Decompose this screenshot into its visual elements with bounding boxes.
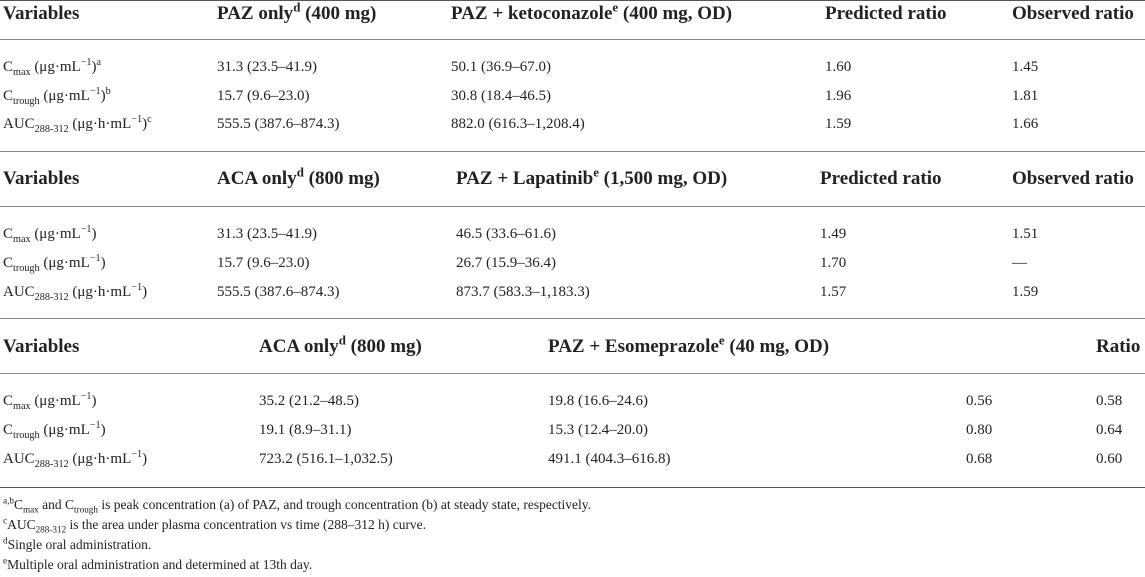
footnote-e: $^e$Multiple oral administration and determined at 13th day. bbox=[3, 555, 313, 572]
table-row-label: $AUC_{288-312}$ $(\mu g\cdot h\cdot mL^{-1})^c$ bbox=[3, 114, 152, 135]
table-cell: 1.81 bbox=[1012, 88, 1039, 104]
table-cell: 19.8 (16.6–24.6) bbox=[548, 393, 648, 409]
header-col1: ACA only$^d$ (800 mg) bbox=[259, 332, 422, 357]
header-col4: Ratio bbox=[1096, 336, 1141, 357]
table-cell: — bbox=[1012, 255, 1027, 271]
table-cell: 1.60 bbox=[825, 59, 852, 75]
table-cell: 0.80 bbox=[966, 422, 993, 438]
header-col4: Observed ratio bbox=[1012, 168, 1134, 189]
header-col2: PAZ + ketoconazole$^e$ (400 mg, OD) bbox=[451, 0, 733, 24]
table-cell: 0.60 bbox=[1096, 451, 1123, 467]
table-row-label: $AUC_{288-312}$ $(\mu g\cdot h\cdot mL^{-1})$ bbox=[3, 449, 148, 470]
table-cell: 15.7 (9.6–23.0) bbox=[217, 255, 310, 271]
header-col4: Observed ratio bbox=[1012, 3, 1134, 24]
table-cell: 1.57 bbox=[820, 284, 847, 300]
table-cell: 1.70 bbox=[820, 255, 847, 271]
table-cell: 26.7 (15.9–36.4) bbox=[456, 255, 556, 271]
header-variables: Variables bbox=[3, 336, 80, 357]
table-cell: 1.96 bbox=[825, 88, 852, 104]
section-2-top-rule bbox=[0, 151, 1145, 152]
table-cell: 0.56 bbox=[966, 393, 993, 409]
table-cell: 0.58 bbox=[1096, 393, 1123, 409]
table-cell: 50.1 (36.9–67.0) bbox=[451, 59, 551, 75]
header-col2: PAZ + Esomeprazole$^e$ (40 mg, OD) bbox=[548, 332, 830, 357]
footnote-ab: $^{a,b}C_{max}$ and $C_{trough}$ is peak concentration (a) of PAZ, and trough concentration (b) at steady state, respectively. bbox=[3, 495, 592, 515]
section-2-header-rule bbox=[0, 206, 1145, 207]
table-cell: 31.3 (23.5–41.9) bbox=[217, 59, 317, 75]
table-row-label: $C_{max}$ $(\mu g\cdot mL^{-1})^a$ bbox=[3, 57, 102, 78]
bottom-rule bbox=[0, 487, 1145, 488]
section-3-top-rule bbox=[0, 318, 1145, 319]
table-row-label: $C_{trough}$ $(\mu g\cdot mL^{-1})$ bbox=[3, 253, 106, 274]
header-col3: Predicted ratio bbox=[820, 168, 942, 189]
header-col1: ACA only$^d$ (800 mg) bbox=[217, 164, 380, 189]
table-cell: 1.59 bbox=[1012, 284, 1039, 300]
table-cell: 0.68 bbox=[966, 451, 993, 467]
table-cell: 491.1 (404.3–616.8) bbox=[548, 451, 671, 467]
header-variables: Variables bbox=[3, 168, 80, 189]
table-cell: 1.59 bbox=[825, 116, 852, 132]
header-col2: PAZ + Lapatinib$^e$ (1,500 mg, OD) bbox=[456, 164, 728, 189]
table-cell: 15.3 (12.4–20.0) bbox=[548, 422, 648, 438]
table-cell: 15.7 (9.6–23.0) bbox=[217, 88, 310, 104]
table-cell: 882.0 (616.3–1,208.4) bbox=[451, 116, 585, 132]
table-cell: 1.49 bbox=[820, 226, 847, 242]
header-col1: PAZ only$^d$ (400 mg) bbox=[217, 0, 377, 24]
table-row-label: $AUC_{288-312}$ $(\mu g\cdot h\cdot mL^{-1})$ bbox=[3, 282, 148, 303]
top-rule bbox=[0, 0, 1145, 1]
table-cell: 31.3 (23.5–41.9) bbox=[217, 226, 317, 242]
table-cell: 19.1 (8.9–31.1) bbox=[259, 422, 352, 438]
table-row-label: $C_{max}$ $(\mu g\cdot mL^{-1})$ bbox=[3, 391, 97, 412]
table-row-label: $C_{max}$ $(\mu g\cdot mL^{-1})$ bbox=[3, 224, 97, 245]
table-cell: 1.45 bbox=[1012, 59, 1039, 75]
table-row-label: $C_{trough}$ $(\mu g\cdot mL^{-1})$ bbox=[3, 420, 106, 441]
table-cell: 555.5 (387.6–874.3) bbox=[217, 284, 340, 300]
table-cell: 30.8 (18.4–46.5) bbox=[451, 88, 551, 104]
section-1-header-rule bbox=[0, 39, 1145, 40]
table-cell: 0.64 bbox=[1096, 422, 1123, 438]
table-cell: 555.5 (387.6–874.3) bbox=[217, 116, 340, 132]
table-cell: 35.2 (21.2–48.5) bbox=[259, 393, 359, 409]
table-cell: 46.5 (33.6–61.6) bbox=[456, 226, 556, 242]
footnote-d: $^d$Single oral administration. bbox=[3, 535, 152, 552]
table-cell: 1.66 bbox=[1012, 116, 1039, 132]
header-variables: Variables bbox=[3, 3, 80, 24]
table-cell: 1.51 bbox=[1012, 226, 1039, 242]
footnote-c: $^cAUC_{288-312}$ is the area under plasma concentration vs time (288–312 h) curve. bbox=[3, 515, 427, 535]
section-3-header-rule bbox=[0, 373, 1145, 374]
header-col3: Predicted ratio bbox=[825, 3, 947, 24]
table-row-label: $C_{trough}$ $(\mu g\cdot mL^{-1})^b$ bbox=[3, 86, 111, 107]
table-cell: 723.2 (516.1–1,032.5) bbox=[259, 451, 393, 467]
table-cell: 873.7 (583.3–1,183.3) bbox=[456, 284, 590, 300]
